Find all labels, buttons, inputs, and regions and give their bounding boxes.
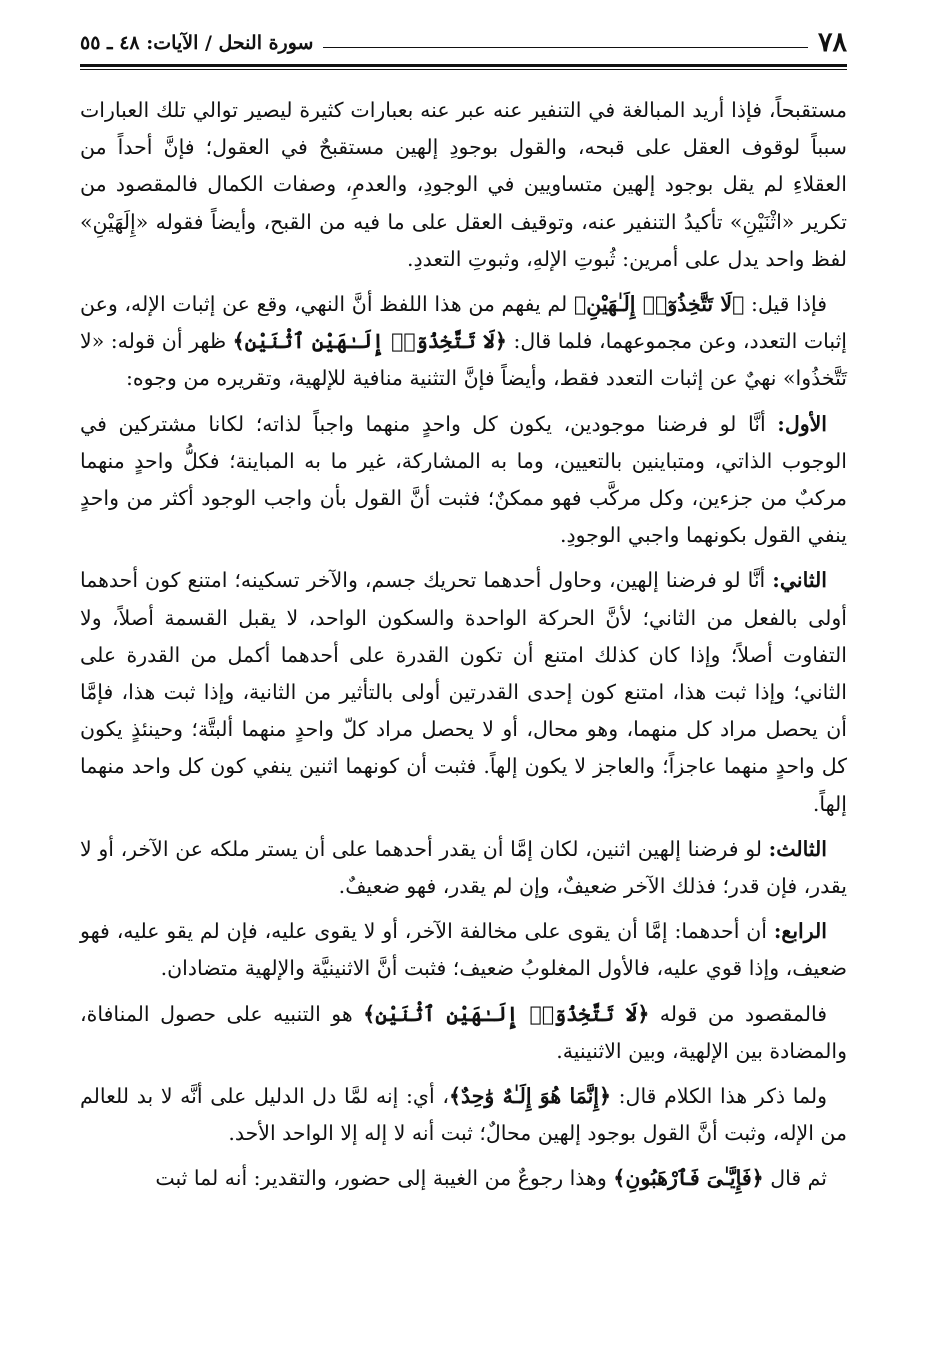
quran-text: لَا تَتَّخِذُوٓا۟ إِلَـٰهَيْنِ ٱثْنَيْنِ — [244, 329, 495, 354]
paragraph-text: فالمقصود من قوله — [649, 1001, 828, 1026]
ornate-bracket-open: ﴿ — [637, 1001, 650, 1026]
paragraph-text: أنَّا لو فرضنا إلهين، وحاول أحدهما تحريك جسم، والآخر تسكينه؛ امتنع كون أحدهما أولى بالفعل من الثاني؛ لأنَّ الحركة الواحدة والسكون الواحد، لا يقبل القسمة أصلاً، ولا التفاوت أصلاً؛ وإذا كان كذلك امتنع أن تكون القدرة على أحدهما أكمل من القدرة على الثاني؛ وإذا ثبت هذا، امتنع كون إحدى القدرتين أولى بالتأثير من الثانية، وإذا ثبت هذا، فإمَّا أن يحصل مراد كل منهما، وهو محال، أو لا يحصل مراد كلّ واحدٍ منهما ألبتَّة؛ وحينئذٍ يكون كل واحدٍ منهما عاجزاً؛ والعاجز لا يكون إلهاً. فثبت أن كونهما اثنين ينفي كون كل واحد منهما إلهاً. — [80, 568, 847, 816]
quran-text: إِنَّمَا هُوَ إِلَـٰهٌ وَٰحِدٌ — [460, 1084, 599, 1109]
ornate-bracket-open: ﴿ — [598, 1084, 611, 1109]
paragraph-text: أن أحدهما: إمَّا أن يقوى على مخالفة الآخر، أو لا يقوى عليه، فإن لم يقو عليه، فهو ضعيف، وإذا قوي عليه، فالأول المغلوبُ ضعيف؛ فثبت أنَّ الاثنينيَّة والإلهية متضادان. — [80, 919, 847, 981]
paragraph-text: وهذا رجوعٌ من الغيبة إلى حضور، والتقدير: أنه لما ثبت — [155, 1166, 614, 1191]
paragraph-7 — [80, 996, 847, 1070]
quran-quote — [613, 1166, 763, 1190]
paragraph-text: ولما ذكر هذا الكلام قال: — [610, 1084, 827, 1109]
ornate-bracket-close: ﴾ — [573, 292, 587, 317]
paragraph-5 — [80, 831, 847, 905]
paragraph-text: فإذا قيل: — [744, 292, 827, 317]
quran-quote — [363, 1002, 649, 1026]
paragraph-text: مستقبحاً، فإذا أريد المبالغة في التنفير عنه عبر عنه بعبارات كثيرة ليصير توالي تلك العبارات سبباً لوقوف العقل على قبحه، والقول بوجودِ إلهين مستقبحٌ في العقول؛ فإنَّ أحداً من العقلاءِ لم يقل بوجود إلهين متساويين في الوجودِ، والعدمِ، وصفات الكمال فالمقصود من تكرير «اثْنَيْنِ» تأكيدُ التنفير عنه، وتوقيف العقل على ما فيه من القبح، وأيضاً فقوله «إِلَهَيْنِ» لفظ واحد يدل على أمرين: ثُبوتِ الإلهِ، وثبوتِ التعددِ. — [80, 98, 847, 271]
quran-quote — [574, 292, 744, 316]
ornate-bracket-close: ﴾ — [613, 1166, 626, 1191]
point-heading: الثالث: — [768, 836, 827, 861]
paragraph-text: ظهر أن قوله: «لا تَتَّخذُوا» نهيٌ عن إثبات التعدد فقط، وأيضاً فإنَّ التثنية منافية للإلهية، وتقريره من وجوه: — [80, 329, 847, 391]
paragraph-2 — [80, 286, 847, 398]
paragraph-4 — [80, 562, 847, 822]
header-rule — [80, 64, 847, 70]
paragraph-8 — [80, 1078, 847, 1152]
ornate-bracket-close: ﴾ — [232, 329, 245, 354]
ornate-bracket-open: ﴿ — [751, 1166, 764, 1191]
ornate-bracket-open: ﴿ — [732, 292, 745, 317]
paragraph-6 — [80, 913, 847, 987]
paragraph-text: ثم قال — [763, 1166, 827, 1191]
header-dash — [323, 47, 808, 48]
page-body — [80, 92, 847, 1206]
paragraph-1 — [80, 92, 847, 278]
paragraph-9 — [80, 1160, 847, 1197]
running-head: سورة النحل / الآيات: ٤٨ ـ ٥٥ — [80, 32, 314, 54]
ornate-bracket-open: ﴿ — [494, 329, 507, 354]
quran-text: لَا تَتَّخِذُوٓا۟ إِلَـٰهَيْنِ ٱثْنَيْنِ — [375, 1001, 638, 1026]
point-heading: الأول: — [777, 411, 827, 436]
quran-quote — [449, 1084, 611, 1108]
paragraph-text: لم يفهم من هذا اللفظ أنَّ النهي، وقع عن إثبات الإله، وعن إثبات التعدد، وعن مجموعهما، فلما قال: — [80, 292, 847, 354]
paragraph-3 — [80, 406, 847, 555]
point-heading: الرابع: — [773, 919, 827, 944]
quran-quote — [233, 329, 507, 353]
paragraph-text: ، أي: إنه لمَّا دل الدليل على أنَّه لا بد للعالم من الإله، وثبت أنَّ القول بوجود إلهين محالٌ؛ ثبت أنه لا إله إلا الواحد الأحد. — [80, 1084, 847, 1146]
ornate-bracket-close: ﴾ — [363, 1001, 376, 1026]
ornate-bracket-close: ﴾ — [448, 1084, 461, 1109]
paragraph-text: هو التنبيه على حصول المنافاة، والمضادة بين الإلهية، وبين الاثنينية. — [80, 1001, 847, 1063]
point-heading: الثاني: — [772, 568, 827, 593]
page-header — [80, 20, 847, 60]
quran-text: لَا تَتَّخِذُوٓا۟ إِلَـٰهَيْنِ — [586, 292, 733, 317]
paragraph-text: أنَّا لو فرضنا موجودين، يكون كل واحدٍ منهما واجباً لذاته؛ لكانا مشتركين في الوجوب الذاتي، ومتباينين بالتعيين، وما به المشاركة، غير ما به المباينة؛ فكلُّ واحدٍ منهما مركبٌ من جزءين، وكل مركَّب فهو ممكنٌ؛ فثبت أنَّ القول بأن واجب الوجود أكثر من واحدٍ ينفي القول بكونهما واجبي الوجودِ. — [80, 411, 847, 548]
paragraph-text: لو فرضنا إلهين اثنين، لكان إمَّا أن يقدر أحدهما على أن يستر ملكه عن الآخر، أو لا يقدر، فإن قدر؛ فذلك الآخر ضعيفٌ، وإن لم يقدر، فهو ضعيفٌ. — [80, 836, 847, 899]
quran-text: فَإِيَّـٰىَ فَٱرْهَبُونِ — [625, 1166, 752, 1191]
page-number: ٧٨ — [817, 27, 847, 58]
